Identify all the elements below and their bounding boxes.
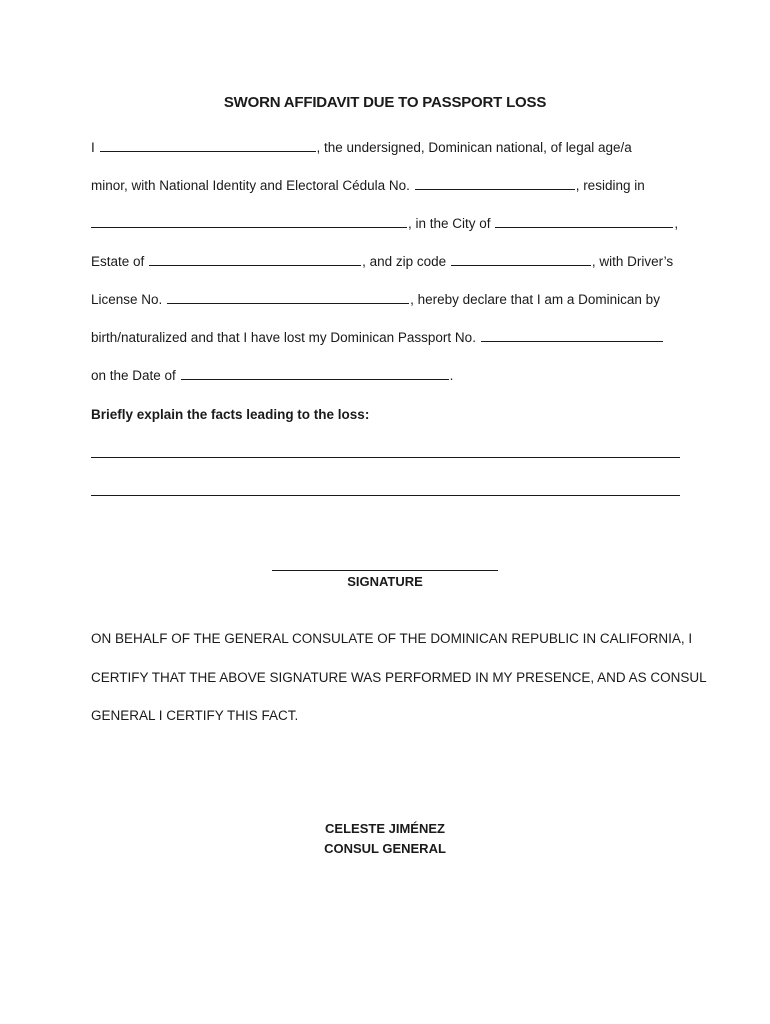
signature-label: SIGNATURE [347, 574, 423, 589]
signature-line[interactable] [272, 570, 498, 571]
certification-line-1: ON BEHALF OF THE GENERAL CONSULATE OF THE DOMINICAN REPUBLIC IN CALIFORNIA, I [91, 631, 693, 646]
consul-name: CELESTE JIMÉNEZ [325, 821, 445, 836]
declarant-name-field[interactable] [100, 137, 316, 152]
residence-address-field[interactable] [91, 213, 407, 228]
passport-number-field[interactable] [481, 327, 663, 342]
loss-date-field[interactable] [181, 365, 449, 380]
drivers-license-field[interactable] [167, 289, 409, 304]
explanation-line-2[interactable] [91, 495, 680, 496]
document-title: SWORN AFFIDAVIT DUE TO PASSPORT LOSS [223, 94, 547, 111]
license-line: License No. , hereby declare that I am a Dominican by [91, 289, 681, 311]
cedula-line: minor, with National Identity and Electoral Cédula No. , residing in [91, 175, 681, 197]
zip-code-field[interactable] [451, 251, 591, 266]
state-zip-line: Estate of , and zip code , with Driver’s [91, 251, 681, 273]
residence-line: , in the City of , [91, 213, 681, 235]
state-field[interactable] [149, 251, 361, 266]
cedula-number-field[interactable] [415, 175, 575, 190]
city-field[interactable] [495, 213, 673, 228]
explanation-heading: Briefly explain the facts leading to the loss: [91, 407, 370, 422]
date-line: on the Date of . [91, 365, 681, 387]
consul-title: CONSUL GENERAL [324, 841, 446, 856]
explanation-line-1[interactable] [91, 457, 680, 458]
certification-line-2: CERTIFY THAT THE ABOVE SIGNATURE WAS PERFORMED IN MY PRESENCE, AND AS CONSUL [91, 670, 707, 685]
declarant-line: I , the undersigned, Dominican national, of legal age/a [91, 137, 681, 159]
passport-line: birth/naturalized and that I have lost my Dominican Passport No. [91, 327, 681, 349]
certification-line-3: GENERAL I CERTIFY THIS FACT. [91, 708, 299, 723]
